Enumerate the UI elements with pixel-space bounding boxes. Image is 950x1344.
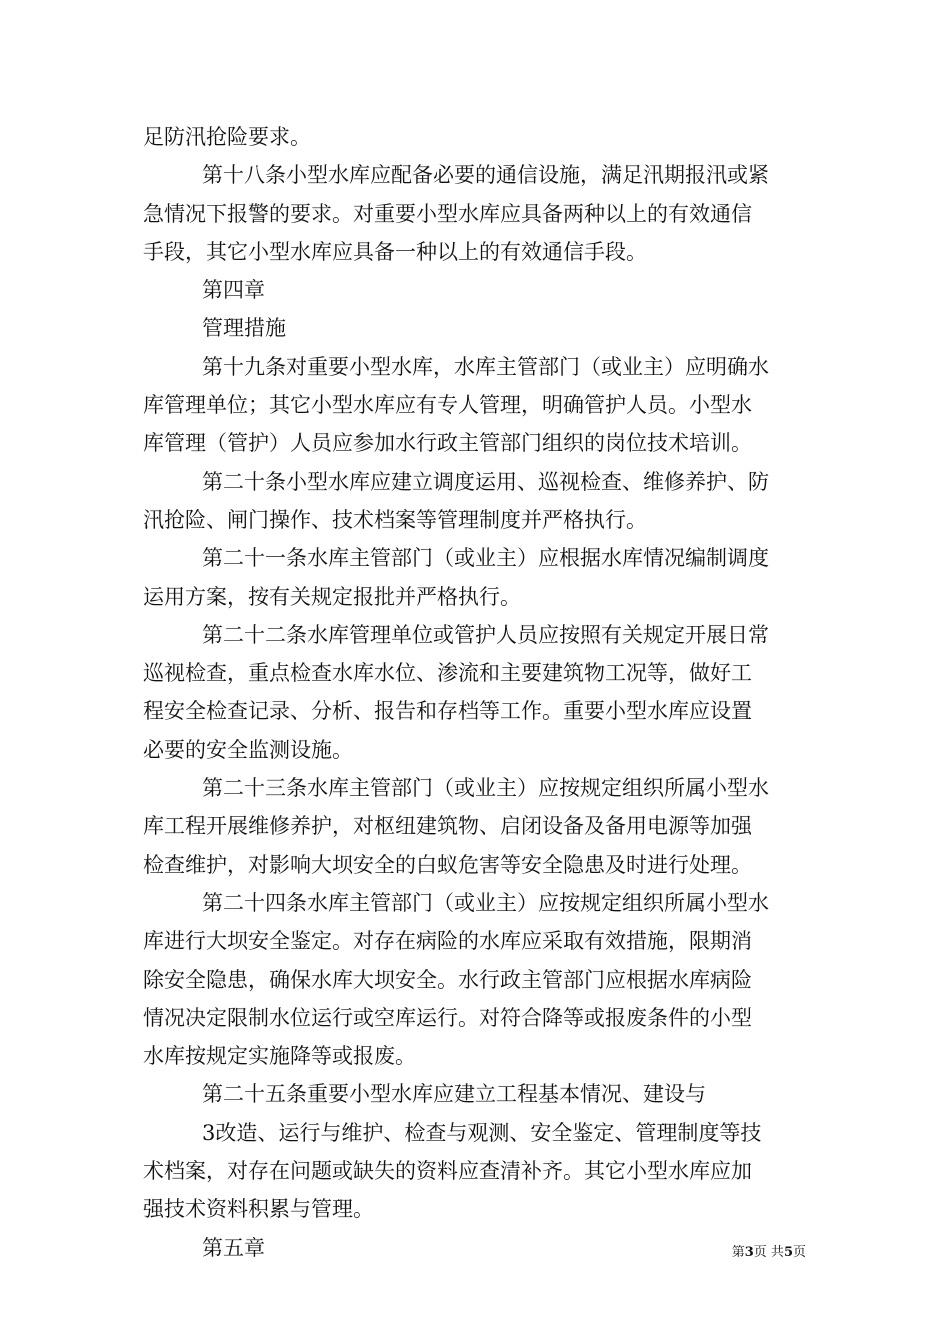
text-line: 第二十条小型水库应建立调度运用、巡视检查、维修养护、防 bbox=[202, 469, 769, 494]
text-line: 急情况下报警的要求。对重要小型水库应具备两种以上的有效通信 bbox=[143, 201, 752, 226]
text-line: 检查维护，对影响大坝安全的白蚁危害等安全隐患及时进行处理。 bbox=[143, 852, 752, 877]
text-line: 3改造、运行与维护、检查与观测、安全鉴定、管理制度等技 bbox=[202, 1120, 762, 1145]
text-line: 必要的安全监测设施。 bbox=[143, 737, 353, 762]
text-line: 除安全隐患，确保水库大坝安全。水行政主管部门应根据水库病险 bbox=[143, 967, 752, 992]
chapter-title: 管理措施 bbox=[202, 316, 286, 341]
text-line: 水库按规定实施降等或报废。 bbox=[143, 1044, 416, 1069]
text-line: 第十八条小型水库应配备必要的通信设施，满足汛期报汛或紧 bbox=[202, 163, 769, 188]
text-line: 术档案，对存在问题或缺失的资料应查清补齐。其它小型水库应加 bbox=[143, 1159, 752, 1184]
text-line: 库进行大坝安全鉴定。对存在病险的水库应采取有效措施，限期消 bbox=[143, 929, 752, 954]
text-line: 库工程开展维修养护，对枢纽建筑物、启闭设备及备用电源等加强 bbox=[143, 814, 752, 839]
text-line: 库管理（管护）人员应参加水行政主管部门组织的岗位技术培训。 bbox=[143, 431, 752, 456]
footer-suffix: 页 bbox=[792, 1245, 806, 1260]
text-line: 第二十二条水库管理单位或管护人员应按照有关规定开展日常 bbox=[202, 622, 769, 647]
text-line: 第二十三条水库主管部门（或业主）应按规定组织所属小型水 bbox=[202, 776, 769, 801]
chapter-heading: 第五章 bbox=[202, 1235, 265, 1260]
total-pages-number: 5 bbox=[783, 1245, 793, 1260]
body-text bbox=[143, 118, 808, 1267]
text-line: 巡视检查，重点检查水库水位、渗流和主要建筑物工况等，做好工 bbox=[143, 661, 752, 686]
footer-prefix: 第 bbox=[731, 1245, 745, 1260]
text-line: 第二十五条重要小型水库应建立工程基本情况、建设与 bbox=[202, 1082, 706, 1107]
text-line: 运用方案，按有关规定报批并严格执行。 bbox=[143, 584, 521, 609]
text-line: 足防汛抢险要求。 bbox=[143, 125, 311, 149]
footer-middle: 页 共 bbox=[753, 1245, 784, 1260]
current-page-number: 3 bbox=[744, 1245, 754, 1260]
text-line: 情况决定限制水位运行或空库运行。对符合降等或报废条件的小型 bbox=[143, 1005, 752, 1030]
chapter-heading: 第四章 bbox=[202, 278, 265, 303]
text-line: 第二十一条水库主管部门（或业主）应根据水库情况编制调度 bbox=[202, 546, 769, 571]
text-line: 第十九条对重要小型水库，水库主管部门（或业主）应明确水 bbox=[202, 354, 769, 379]
text-line: 程安全检查记录、分析、报告和存档等工作。重要小型水库应设置 bbox=[143, 699, 752, 724]
text-line: 汛抢险、闸门操作、技术档案等管理制度并严格执行。 bbox=[143, 507, 647, 532]
text-line: 第二十四条水库主管部门（或业主）应按规定组织所属小型水 bbox=[202, 890, 769, 915]
page-footer bbox=[732, 1244, 806, 1262]
text-line: 库管理单位；其它小型水库应有专人管理，明确管护人员。小型水 bbox=[143, 393, 752, 418]
text-line: 强技术资料积累与管理。 bbox=[143, 1197, 374, 1222]
text-line: 手段，其它小型水库应具备一种以上的有效通信手段。 bbox=[143, 239, 647, 264]
